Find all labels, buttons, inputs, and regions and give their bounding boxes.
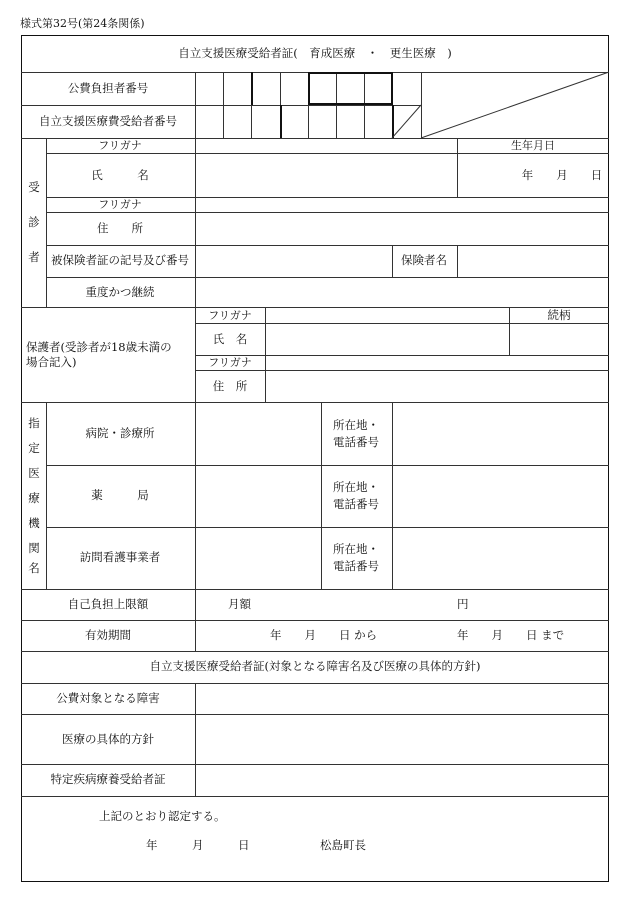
period-from: 年 月 日 から (270, 628, 378, 642)
certify-date: 年 月 日 (146, 838, 250, 852)
label-inst-6: 関 (28, 541, 40, 555)
label-loc-2a: 所在地・ (333, 480, 379, 494)
birth-format: 年 月 日 (521, 168, 603, 182)
label-yen: 円 (457, 597, 469, 611)
label-inst-3: 医 (28, 466, 40, 480)
diagonal-line (421, 72, 609, 138)
label-name: 氏 名 (91, 168, 149, 182)
label-patient-1: 受 (28, 180, 40, 194)
label-g-name: 氏 名 (212, 332, 248, 346)
label-loc-2b: 電話番号 (333, 497, 379, 511)
label-nursing: 訪問看護事業者 (79, 550, 161, 564)
label-furigana: フリガナ (98, 139, 142, 152)
label-guardian-2: 場合記入) (26, 355, 77, 369)
label-loc-3b: 電話番号 (333, 559, 379, 573)
diagonal-line (392, 105, 421, 138)
label-insurance-no: 被保険者証の記号及び番号 (51, 253, 189, 267)
form-id: 様式第32号(第24条関係) (20, 17, 145, 30)
label-g-relation: 続柄 (547, 308, 571, 322)
certify-text: 上記のとおり認定する。 (99, 809, 226, 823)
label-inst-1: 指 (28, 416, 40, 430)
label-policy: 医療の具体的方針 (62, 732, 154, 746)
label-g-address: 住 所 (212, 379, 248, 393)
period-to: 年 月 日 まで (457, 628, 565, 642)
label-tokutei: 特定疾病療養受給者証 (50, 772, 166, 786)
label-inst-5: 機 (28, 516, 40, 530)
label-birthdate: 生年月日 (511, 139, 555, 152)
mayor-name: 松島町長 (320, 838, 366, 852)
label-inst-4: 療 (28, 491, 40, 505)
label-g-furigana-2: フリガナ (208, 356, 252, 369)
label-inst-2: 定 (28, 441, 40, 455)
label-patient-2: 診 (28, 215, 40, 229)
form-title: 自立支援医療受給者証( 育成医療 ・ 更生医療 ) (178, 46, 452, 60)
label-pharmacy: 薬 局 (91, 488, 149, 502)
label-loc-3a: 所在地・ (333, 542, 379, 556)
label-validity: 有効期間 (85, 628, 131, 642)
label-disability: 公費対象となる障害 (56, 691, 160, 705)
label-address: 住 所 (97, 221, 143, 235)
label-monthly: 月額 (228, 597, 251, 611)
label-kouhi-no: 公費負担者番号 (67, 81, 149, 95)
label-jyudo: 重度かつ継続 (85, 285, 155, 299)
label-inst-7: 名 (28, 561, 40, 575)
label-patient-3: 者 (28, 250, 40, 264)
label-jukyu-no: 自立支援医療費受給者番号 (39, 114, 177, 128)
label-loc-1a: 所在地・ (333, 418, 379, 432)
label-hospital: 病院・診療所 (85, 426, 155, 440)
section2-title: 自立支援医療受給者証(対象となる障害名及び医療の具体的方針) (149, 659, 481, 673)
label-limit: 自己負担上限額 (67, 597, 149, 611)
label-g-furigana: フリガナ (208, 309, 252, 322)
label-loc-1b: 電話番号 (333, 435, 379, 449)
label-furigana-2: フリガナ (98, 198, 142, 211)
label-insurer-name: 保険者名 (401, 253, 447, 267)
label-guardian-1: 保護者(受診者が18歳未満の (26, 340, 172, 354)
